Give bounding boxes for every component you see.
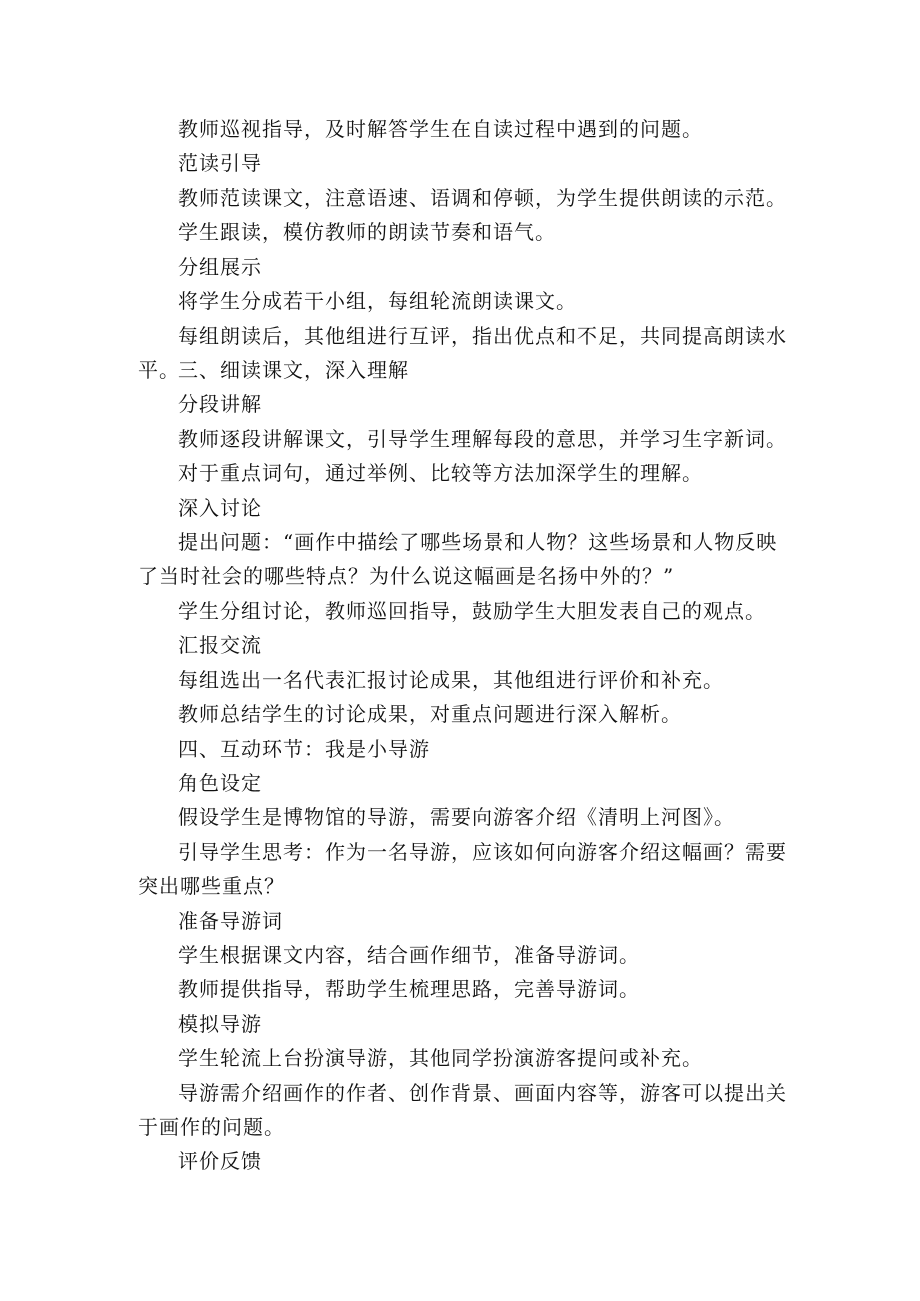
subheading-fandu: 范读引导: [178, 151, 262, 175]
paragraph-17: 教师总结学生的讨论成果，对重点问题进行深入解析。: [178, 702, 682, 726]
subheading-pingjia: 评价反馈: [178, 1149, 262, 1173]
subheading-fenduan: 分段讲解: [178, 392, 262, 416]
subheading-moni: 模拟导游: [178, 1012, 262, 1036]
paragraph-16: 每组选出一名代表汇报讨论成果，其他组进行评价和补充。: [178, 668, 724, 692]
section-heading-4: 四、互动环节：我是小导游: [178, 737, 430, 761]
paragraph-7: 每组朗读后，其他组进行互评，指出优点和不足，共同提高朗读水平。: [138, 324, 787, 382]
paragraph-23: 学生根据课文内容，结合画作细节，准备导游词。: [178, 943, 640, 967]
subheading-shenru: 深入讨论: [178, 496, 262, 520]
paragraph-10: 教师逐段讲解课文，引导学生理解每段的意思，并学习生字新词。: [178, 427, 787, 451]
paragraph-3: 教师范读课文，注意语速、语调和停顿，为学生提供朗读的示范。: [178, 186, 787, 210]
subheading-fenzu: 分组展示: [178, 255, 262, 279]
paragraph-4: 学生跟读，模仿教师的朗读节奏和语气。: [178, 220, 556, 244]
subheading-juese: 角色设定: [178, 771, 262, 795]
paragraph-20: 假设学生是博物馆的导游，需要向游客介绍《清明上河图》。: [178, 805, 735, 829]
subheading-zhunbei: 准备导游词: [178, 909, 283, 933]
paragraph-27: 导游需介绍画作的作者、创作背景、画面内容等，游客可以提出关于画作的问题。: [138, 1081, 787, 1139]
paragraph-14: 学生分组讨论，教师巡回指导，鼓励学生大胆发表自己的观点。: [178, 599, 766, 623]
paragraph-26: 学生轮流上台扮演导游，其他同学扮演游客提问或补充。: [178, 1046, 703, 1070]
paragraph-13: 提出问题：“画作中描绘了哪些场景和人物？这些场景和人物反映了当时社会的哪些特点？为什么说这幅画是名扬中外的？”: [138, 530, 778, 588]
paragraph-11: 对于重点词句，通过举例、比较等方法加深学生的理解。: [178, 461, 703, 485]
subheading-huibao: 汇报交流: [178, 633, 262, 657]
paragraph-24: 教师提供指导，帮助学生梳理思路，完善导游词。: [178, 977, 640, 1001]
section-heading-3: 三、细读课文，深入理解: [178, 358, 409, 382]
paragraph-21: 引导学生思考：作为一名导游，应该如何向游客介绍这幅画？需要突出哪些重点？: [138, 840, 787, 898]
paragraph-1: 教师巡视指导，及时解答学生在自读过程中遇到的问题。: [178, 117, 703, 141]
paragraph-6: 将学生分成若干小组，每组轮流朗读课文。: [178, 289, 577, 313]
